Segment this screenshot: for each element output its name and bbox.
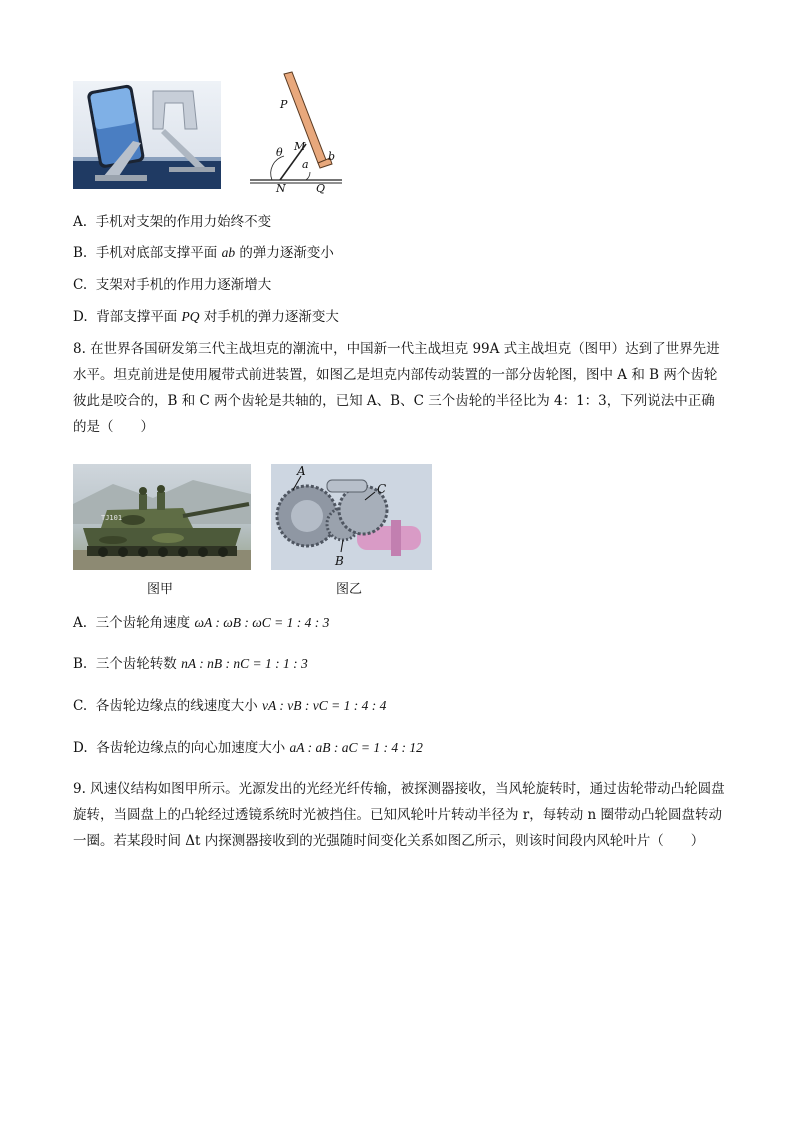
stand-force-diagram	[246, 68, 346, 196]
q7-option-d: D. 背部支撑平面 PQ 对手机的弹力逐渐变大	[73, 309, 339, 325]
tank-photo	[73, 464, 251, 570]
label-Q: Q	[316, 182, 326, 195]
q8-option-a: A. 三个齿轮角速度 ωA : ωB : ωC = 1 : 4 : 3	[73, 615, 330, 631]
caption-right: 图乙	[336, 582, 363, 597]
label-a: a	[302, 158, 309, 171]
q9-stem: 9. 风速仪结构如图甲所示。光源发出的光经光纤传输，被探测器接收，当风轮旋转时，通过齿轮带动凸轮圆盘旋转，当圆盘上的凸轮经过透镜系统时光被挡住。已知风轮叶片转动半径为 r，每转动 n 圈带动凸轮圆盘转动一圈。若某段时间 Δt 内探测器接收到的光强随时间变化关系如图乙所示，则该时间段内风轮叶片（ ）	[73, 781, 725, 849]
q8-stem: 8. 在世界各国研发第三代主战坦克的潮流中，中国新一代主战坦克 99A 式主战坦克（图甲）达到了世界先进水平。坦克前进是使用履带式前进装置，如图乙是坦克内部传动装置的一部分齿轮图，图中 A 和 B 两个齿轮彼此是咬合的，B 和 C 两个齿轮是共轴的，已知 A、B、C 三个齿轮的半径比为 4：1：3，下列说法中正确的是（ ）	[73, 341, 720, 435]
q8-option-c: C. 各齿轮边缘点的线速度大小 vA : vB : vC = 1 : 4 : 4	[73, 698, 387, 714]
label-M: M	[294, 140, 306, 153]
label-N: N	[276, 182, 286, 195]
q7-option-a: A. 手机对支架的作用力始终不变	[73, 214, 272, 230]
gear-photo	[271, 464, 432, 570]
q7-option-b: B. 手机对底部支撑平面 ab 的弹力逐渐变小	[73, 245, 334, 261]
label-theta: θ	[276, 146, 283, 159]
label-b: b	[328, 150, 336, 163]
gear-label-B: B	[335, 554, 344, 568]
gear-label-A: A	[297, 464, 306, 478]
caption-left: 图甲	[147, 582, 174, 597]
q8-option-b: B. 三个齿轮转数 nA : nB : nC = 1 : 1 : 3	[73, 656, 308, 672]
gear-label-C: C	[377, 482, 387, 496]
q8-option-d: D. 各齿轮边缘点的向心加速度大小 aA : aB : aC = 1 : 4 : 12	[73, 740, 423, 756]
label-P: P	[280, 98, 288, 111]
q7-option-c: C. 支架对手机的作用力逐渐增大	[73, 277, 272, 293]
phone-stand-photo	[73, 81, 221, 189]
tank-plate-text: TJ101	[101, 514, 123, 522]
